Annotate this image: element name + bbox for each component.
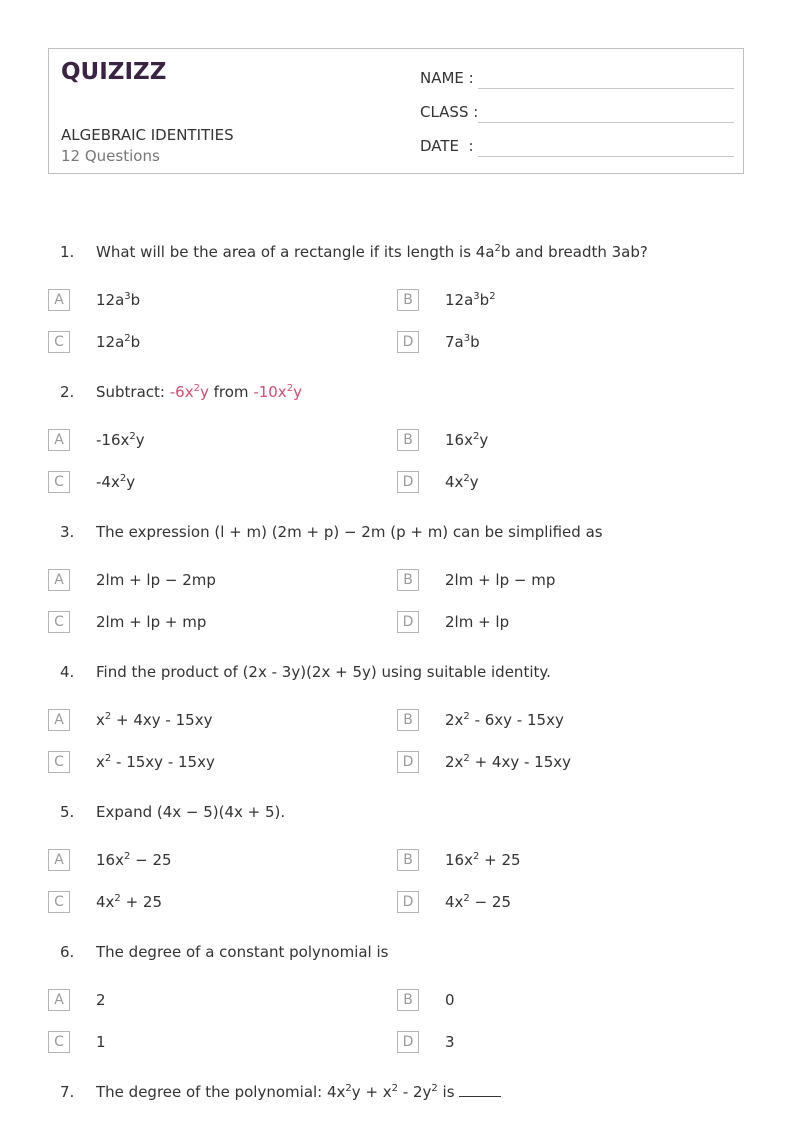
option-text: $4x^2y$ bbox=[445, 473, 479, 491]
option-text: 2lm + lp − mp bbox=[445, 571, 556, 589]
option-text: 3 bbox=[445, 1033, 455, 1051]
date-field[interactable] bbox=[420, 137, 734, 159]
option-text: $-16x^2y$ bbox=[96, 431, 145, 449]
option-letter-box: C bbox=[48, 1031, 70, 1053]
option-letter-box: B bbox=[397, 429, 419, 451]
option-letter-box: D bbox=[397, 331, 419, 353]
question-text: Find the product of (2x - 3y)(2x + 5y) using suitable identity. bbox=[96, 663, 551, 681]
quizizz-logo: QUIZIZZ bbox=[61, 59, 167, 85]
option-letter-box: D bbox=[397, 611, 419, 633]
option-letter-box: A bbox=[48, 569, 70, 591]
option-letter-box: D bbox=[397, 471, 419, 493]
option-text: 1 bbox=[96, 1033, 106, 1051]
option-letter-box: A bbox=[48, 849, 70, 871]
option-text: $4x^2 + 25$ bbox=[96, 893, 162, 911]
option-text: 0 bbox=[445, 991, 455, 1009]
option-letter-box: C bbox=[48, 471, 70, 493]
option-text: $12a^3b$ bbox=[96, 291, 141, 309]
option-text: $4x^2 - 25$ bbox=[445, 893, 511, 911]
option-text: $x^2 + 4xy - 15xy$ bbox=[96, 711, 213, 729]
option-text: 2lm + lp − 2mp bbox=[96, 571, 216, 589]
option-letter-box: A bbox=[48, 709, 70, 731]
highlight-term: $-6x^2y$ bbox=[169, 383, 209, 401]
date-label: DATE : bbox=[420, 137, 474, 155]
highlight-term: $-10x^2y$ bbox=[253, 383, 302, 401]
option-letter-box: C bbox=[48, 891, 70, 913]
question-number: 1. bbox=[60, 243, 75, 261]
option-letter-box: D bbox=[397, 751, 419, 773]
question-number: 2. bbox=[60, 383, 75, 401]
answer-blank[interactable] bbox=[459, 1084, 501, 1097]
option-text: $2x^2 + 4xy - 15xy$ bbox=[445, 753, 571, 771]
question-text: The degree of a constant polynomial is bbox=[96, 943, 389, 961]
option-letter-box: B bbox=[397, 849, 419, 871]
option-letter-box: B bbox=[397, 709, 419, 731]
worksheet-title: ALGEBRAIC IDENTITIES bbox=[61, 126, 234, 144]
date-line bbox=[478, 156, 734, 157]
option-letter-box: B bbox=[397, 569, 419, 591]
question-number: 5. bbox=[60, 803, 75, 821]
option-text: $7a^3b$ bbox=[445, 333, 480, 351]
option-text: $12a^2b$ bbox=[96, 333, 141, 351]
question-text: Subtract: $-6x^2y$ from $-10x^2y$ bbox=[96, 383, 302, 401]
option-letter-box: B bbox=[397, 989, 419, 1011]
option-text: $-4x^2y$ bbox=[96, 473, 136, 491]
option-letter-box: A bbox=[48, 289, 70, 311]
question-text: The expression (l + m) (2m + p) − 2m (p + m) can be simplified as bbox=[96, 523, 603, 541]
option-letter-box: C bbox=[48, 331, 70, 353]
question-number: 6. bbox=[60, 943, 75, 961]
class-field[interactable] bbox=[420, 103, 734, 125]
question-number: 7. bbox=[60, 1083, 75, 1101]
option-text: $x^2 - 15xy - 15xy$ bbox=[96, 753, 215, 771]
option-letter-box: A bbox=[48, 429, 70, 451]
question-text: What will be the area of a rectangle if its length is $4a^2b$ and breadth 3ab? bbox=[96, 243, 648, 261]
name-field[interactable] bbox=[420, 69, 734, 91]
question-text: The degree of the polynomial: $4x^2y + x^2 - 2y^2$ is bbox=[96, 1083, 501, 1101]
question-count: 12 Questions bbox=[61, 147, 160, 165]
class-label: CLASS : bbox=[420, 103, 479, 121]
question-number: 4. bbox=[60, 663, 75, 681]
name-line bbox=[478, 88, 734, 89]
option-text: $2x^2 - 6xy - 15xy$ bbox=[445, 711, 564, 729]
option-text: 2lm + lp + mp bbox=[96, 613, 207, 631]
option-text: 2 bbox=[96, 991, 106, 1009]
worksheet-header bbox=[48, 48, 744, 174]
option-text: $12a^3b^2$ bbox=[445, 291, 496, 309]
question-text: Expand (4x − 5)(4x + 5). bbox=[96, 803, 286, 821]
question-number: 3. bbox=[60, 523, 75, 541]
option-letter-box: C bbox=[48, 611, 70, 633]
option-text: $16x^2y$ bbox=[445, 431, 489, 449]
class-line bbox=[478, 122, 734, 123]
option-letter-box: D bbox=[397, 891, 419, 913]
option-letter-box: C bbox=[48, 751, 70, 773]
name-label: NAME : bbox=[420, 69, 474, 87]
option-letter-box: D bbox=[397, 1031, 419, 1053]
option-text: $16x^2 - 25$ bbox=[96, 851, 172, 869]
option-text: 2lm + lp bbox=[445, 613, 510, 631]
option-letter-box: B bbox=[397, 289, 419, 311]
option-text: $16x^2 + 25$ bbox=[445, 851, 521, 869]
option-letter-box: A bbox=[48, 989, 70, 1011]
